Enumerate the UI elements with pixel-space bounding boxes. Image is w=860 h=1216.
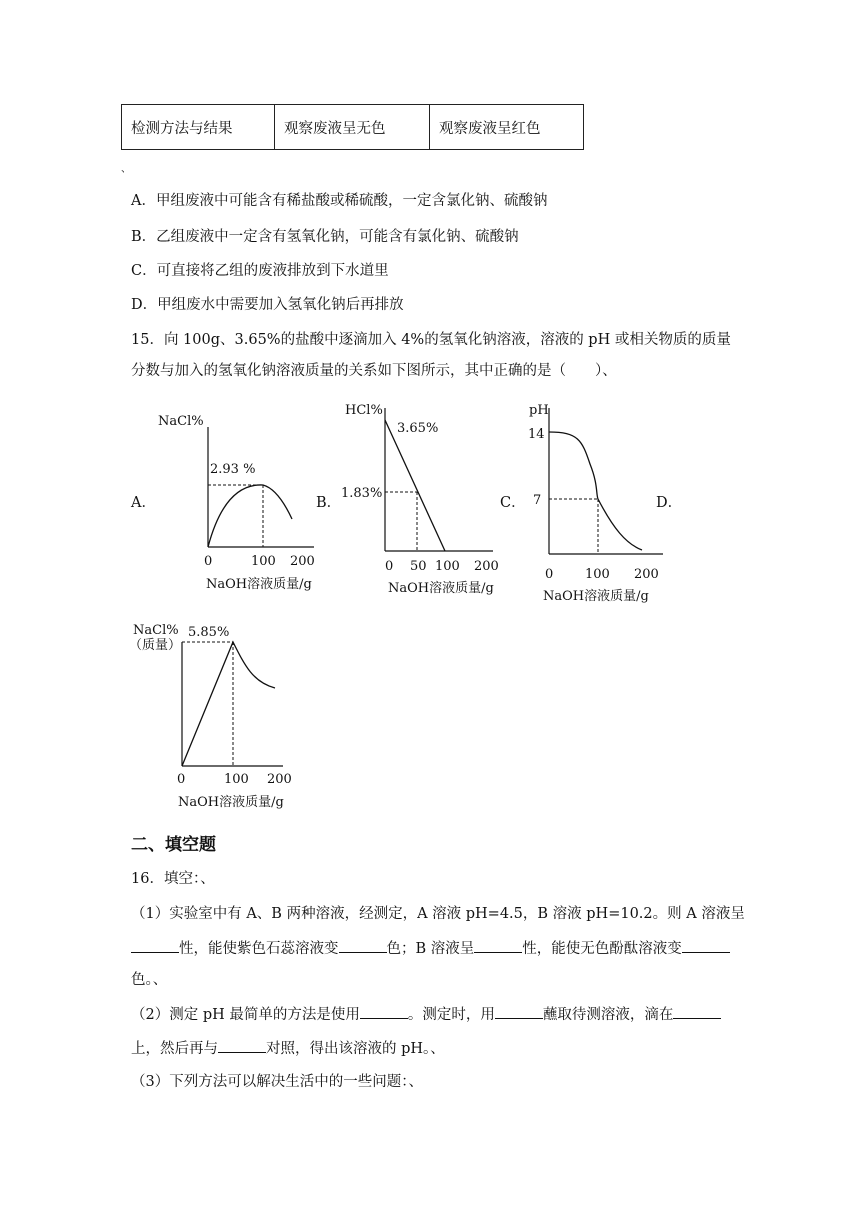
- q16-p1-text-2: 色；B 溶液呈: [386, 941, 475, 957]
- q15-option-c-letter: C．: [500, 495, 526, 511]
- q15-stem-line2: 分数与加入的氢氧化钠溶液质量的关系如下图所示，其中正确的是（ ）、: [131, 363, 617, 379]
- q16-p1-line1: （1）实验室中有 A、B 两种溶液，经测定，A 溶液 pH=4.5，B 溶液 pH=10.2。则 A 溶液呈: [131, 906, 745, 922]
- chart-c: [518, 396, 678, 606]
- chart-d: [127, 618, 302, 813]
- answer-blank[interactable]: [474, 938, 522, 953]
- chart-d-curve: [182, 642, 275, 766]
- q16-p1-text-1: 性，能使紫色石蕊溶液变: [179, 941, 339, 957]
- q15-option-b-letter: B．: [316, 495, 342, 511]
- table-cell-red: 观察废液呈红色: [430, 105, 584, 150]
- answer-blank[interactable]: [131, 938, 179, 953]
- chart-b-line: [385, 420, 445, 551]
- q16-p2-line2: [131, 1038, 445, 1059]
- q16-p2-text-1: （2）测定 pH 最简单的方法是使用: [131, 1007, 360, 1023]
- table-mark: 、: [121, 164, 131, 175]
- chart-c-mid-label: 7: [533, 493, 542, 508]
- chart-a-curve: [208, 485, 292, 547]
- chart-c-xlabel: NaOH溶液质量/g: [543, 589, 649, 604]
- result-table: [121, 104, 584, 150]
- q15-option-d-letter: D．: [656, 495, 683, 511]
- chart-b-xlabel: NaOH溶液质量/g: [388, 581, 494, 596]
- chart-d-xtick-200: 200: [267, 772, 292, 787]
- answer-blank[interactable]: [218, 1038, 266, 1053]
- q15-option-a-letter: A．: [131, 495, 156, 511]
- q16-p1-line2: [131, 938, 730, 959]
- chart-a-xlabel: NaOH溶液质量/g: [206, 577, 312, 592]
- chart-c-xtick-200: 200: [634, 567, 659, 582]
- answer-blank[interactable]: [673, 1004, 721, 1019]
- chart-c-start-label: 14: [528, 427, 545, 442]
- chart-b-ylabel: HCl%: [345, 403, 383, 418]
- q16-p2-text-4: 上，然后再与: [131, 1041, 218, 1057]
- answer-blank[interactable]: [360, 1004, 408, 1019]
- chart-b-xtick-0: 0: [385, 559, 394, 574]
- q14-option-d: D．甲组废水中需要加入氢氧化钠后再排放: [131, 297, 404, 313]
- chart-a-xtick-200: 200: [290, 554, 315, 569]
- chart-d-peak-label: 5.85%: [188, 625, 230, 640]
- chart-d-ylabel-unit: （质量）: [129, 638, 182, 653]
- chart-b-xtick-50: 50: [410, 559, 427, 574]
- chart-c-xtick-0: 0: [545, 567, 554, 582]
- chart-b-xtick-200: 200: [474, 559, 499, 574]
- chart-d-xtick-100: 100: [224, 772, 249, 787]
- q14-option-a: A．甲组废液中可能含有稀盐酸或稀硫酸，一定含氯化钠、硫酸钠: [131, 193, 548, 209]
- chart-b-xtick-100: 100: [435, 559, 460, 574]
- answer-blank[interactable]: [682, 938, 730, 953]
- chart-b-start-label: 3.65%: [397, 421, 439, 436]
- chart-c-curve: [549, 432, 642, 550]
- q14-option-c: C．可直接将乙组的废液排放到下水道里: [131, 263, 389, 279]
- q16-p2-text-2: 。测定时，用: [407, 1007, 495, 1023]
- chart-a: [150, 405, 325, 600]
- answer-blank[interactable]: [495, 1004, 543, 1019]
- chart-c-xtick-100: 100: [585, 567, 610, 582]
- chart-b-mid-label: 1.83%: [341, 486, 383, 501]
- table-cell-colorless: 观察废液呈无色: [275, 105, 430, 150]
- chart-d-xtick-0: 0: [177, 772, 186, 787]
- chart-a-xtick-100: 100: [251, 554, 276, 569]
- q14-option-b: B．乙组废液中一定含有氢氧化钠，可能含有氯化钠、硫酸钠: [131, 229, 519, 245]
- q16-p1-text-3: 性，能使无色酚酞溶液变: [522, 941, 682, 957]
- table-row: [122, 105, 584, 150]
- chart-a-peak-label: 2.93 %: [210, 462, 256, 477]
- q15-stem-line1: 15．向 100g、3.65%的盐酸中逐滴加入 4%的氢氧化钠溶液，溶液的 pH 或相关物质的质量: [131, 332, 731, 348]
- chart-a-xtick-0: 0: [204, 554, 213, 569]
- chart-d-ylabel: NaCl%: [133, 623, 179, 638]
- q16-p1-line3: 色。、: [131, 972, 168, 988]
- q16-title: 16．填空：、: [131, 871, 215, 887]
- q16-p2-text-5: 对照，得出该溶液的 pH。、: [266, 1041, 445, 1057]
- table-cell-method: 检测方法与结果: [122, 105, 275, 150]
- q16-p2-line1: [131, 1004, 721, 1025]
- chart-b: [335, 398, 510, 600]
- chart-c-ylabel: pH: [529, 403, 549, 418]
- section-title: 二、填空题: [131, 835, 216, 855]
- chart-a-ylabel: NaCl%: [158, 414, 204, 429]
- chart-d-xlabel: NaOH溶液质量/g: [178, 795, 284, 810]
- q16-p3: （3）下列方法可以解决生活中的一些问题：、: [131, 1074, 423, 1090]
- answer-blank[interactable]: [339, 938, 387, 953]
- q16-p2-text-3: 蘸取待测溶液，滴在: [542, 1007, 674, 1023]
